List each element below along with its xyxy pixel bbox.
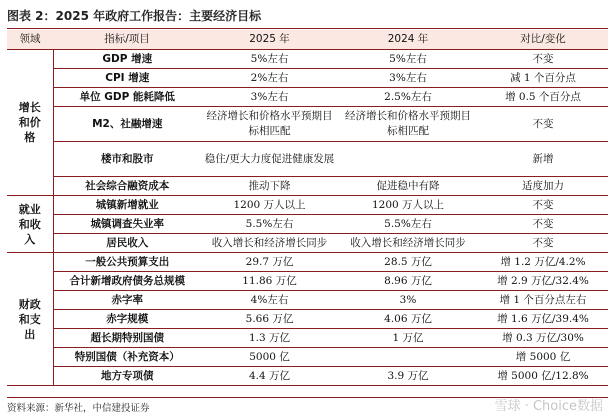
row-change: 适度加力	[478, 177, 608, 196]
row-item: 赤字规模	[53, 310, 201, 329]
row-2025: 4%左右	[201, 291, 338, 310]
row-2024	[338, 142, 478, 177]
row-change: 增 1.2 万亿/4.2%	[478, 253, 608, 272]
row-item: 合计新增政府债务总规模	[53, 272, 201, 291]
row-2025: 3%左右	[201, 88, 338, 107]
category-fiscal	[7, 253, 53, 386]
row-2024: 5.5%左右	[338, 215, 478, 234]
row-2025: 稳住/更大力度促进健康发展	[201, 142, 338, 177]
table-row	[7, 367, 608, 386]
row-2025: 2%左右	[201, 69, 338, 88]
row-change: 增 5000 亿	[478, 348, 608, 367]
row-item: 楼市和股市	[53, 142, 201, 177]
row-item: CPI 增速	[53, 69, 201, 88]
row-item: 赤字率	[53, 291, 201, 310]
row-change: 不变	[478, 234, 608, 253]
row-2025: 4.4 万亿	[201, 367, 338, 386]
row-item: 特别国债（补充资本）	[53, 348, 201, 367]
header-2024: 2024 年	[338, 30, 478, 50]
row-2025: 1.3 万亿	[201, 329, 338, 348]
category-label: 就业和收入	[18, 202, 41, 246]
row-2025: 1200 万人以上	[201, 196, 338, 215]
row-item: 单位 GDP 能耗降低	[53, 88, 201, 107]
row-2025: 5%左右	[201, 50, 338, 69]
row-change: 新增	[478, 142, 608, 177]
table-row	[7, 69, 608, 88]
row-2025: 经济增长和价格水平预期目标相匹配	[201, 107, 338, 142]
row-2024: 5%左右	[338, 50, 478, 69]
row-item: 超长期特别国债	[53, 329, 201, 348]
title-divider	[7, 28, 608, 29]
targets-table	[7, 30, 608, 386]
row-item: 一般公共预算支出	[53, 253, 201, 272]
table-row	[7, 107, 608, 142]
table-row	[7, 177, 608, 196]
row-change: 不变	[478, 215, 608, 234]
table-row	[7, 253, 608, 272]
row-2024: 4.06 万亿	[338, 310, 478, 329]
table-row	[7, 310, 608, 329]
header-item: 指标/项目	[53, 30, 201, 50]
row-change: 增 0.3 万亿/30%	[478, 329, 608, 348]
table-row	[7, 142, 608, 177]
row-item: 城镇调查失业率	[53, 215, 201, 234]
row-change: 不变	[478, 196, 608, 215]
row-2025: 5000 亿	[201, 348, 338, 367]
row-item: M2、社融增速	[53, 107, 201, 142]
row-2024: 28.5 万亿	[338, 253, 478, 272]
row-item: 社会综合融资成本	[53, 177, 201, 196]
row-item: GDP 增速	[53, 50, 201, 69]
row-2024: 1 万亿	[338, 329, 478, 348]
table-row	[7, 291, 608, 310]
row-2024	[338, 348, 478, 367]
row-2024: 3%左右	[338, 69, 478, 88]
row-2024: 促进稳中有降	[338, 177, 478, 196]
row-2024: 经济增长和价格水平预期目标相匹配	[338, 107, 478, 142]
source-note: 资料来源：新华社，中信建投证券	[7, 403, 150, 414]
category-employment	[7, 196, 53, 253]
row-2025: 收入增长和经济增长同步	[201, 234, 338, 253]
table-header-row	[7, 30, 608, 50]
row-change: 增 1 个百分点左右	[478, 291, 608, 310]
category-label: 增长和价格	[18, 101, 41, 144]
category-growth	[7, 50, 53, 196]
table-row	[7, 234, 608, 253]
row-2024: 3.9 万亿	[338, 367, 478, 386]
row-2025: 5.66 万亿	[201, 310, 338, 329]
row-2024: 8.96 万亿	[338, 272, 478, 291]
table-row	[7, 196, 608, 215]
table-row	[7, 329, 608, 348]
row-2024: 2.5%左右	[338, 88, 478, 107]
table-row	[7, 88, 608, 107]
row-change: 增 1.6 万亿/39.4%	[478, 310, 608, 329]
table-row	[7, 215, 608, 234]
watermark: 雪球 · Choice数据	[494, 399, 603, 414]
row-2024: 1200 万人以上	[338, 196, 478, 215]
row-2024: 收入增长和经济增长同步	[338, 234, 478, 253]
header-change: 对比/变化	[478, 30, 608, 50]
row-2025: 推动下降	[201, 177, 338, 196]
row-2025: 5.5%左右	[201, 215, 338, 234]
category-label: 财政和支出	[18, 297, 41, 341]
row-item: 地方专项债	[53, 367, 201, 386]
header-2025: 2025 年	[201, 30, 338, 50]
header-domain: 领域	[7, 30, 53, 50]
row-2024: 3%	[338, 291, 478, 310]
row-2025: 29.7 万亿	[201, 253, 338, 272]
row-change: 不变	[478, 50, 608, 69]
row-item: 城镇新增就业	[53, 196, 201, 215]
row-change: 增 2.9 万亿/32.4%	[478, 272, 608, 291]
table-row	[7, 348, 608, 367]
row-change: 增 5000 亿/12.8%	[478, 367, 608, 386]
row-change: 减 1 个百分点	[478, 69, 608, 88]
row-2025: 11.86 万亿	[201, 272, 338, 291]
table-row	[7, 272, 608, 291]
row-change: 不变	[478, 107, 608, 142]
row-item: 居民收入	[53, 234, 201, 253]
table-row	[7, 50, 608, 69]
row-change: 增 0.5 个百分点	[478, 88, 608, 107]
page-title: 图表 2：2025 年政府工作报告：主要经济目标	[7, 9, 262, 23]
